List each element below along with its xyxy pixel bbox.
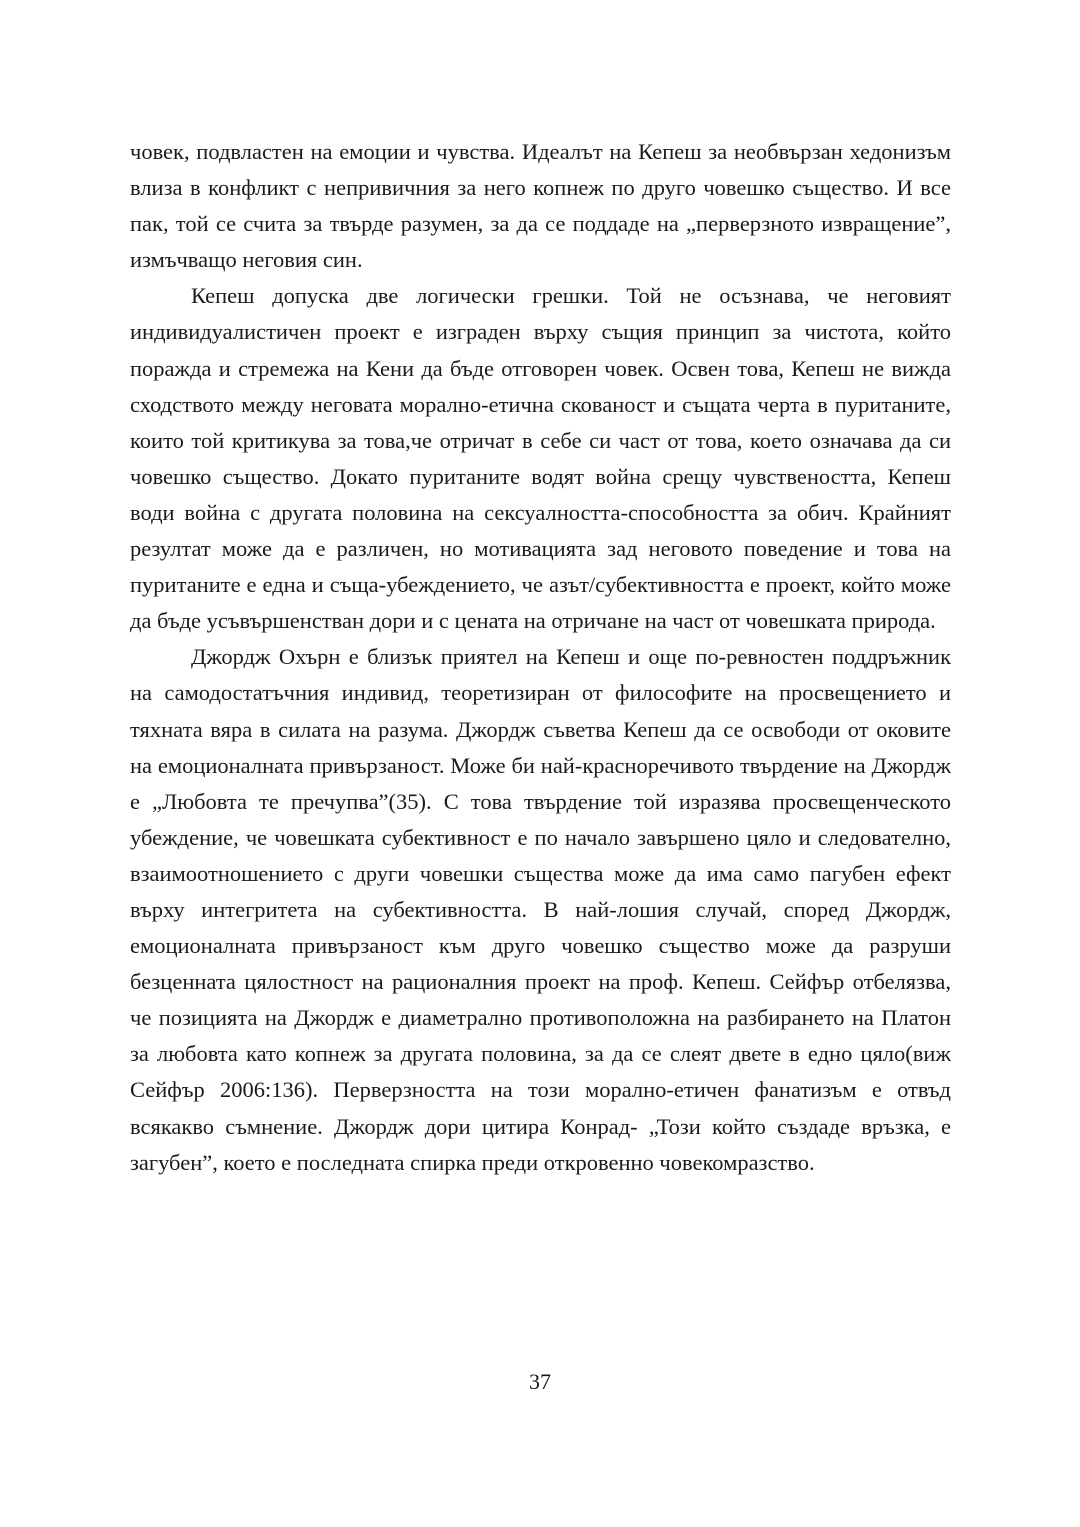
page-number: 37: [529, 1369, 551, 1394]
paragraph-1: човек, подвластен на емоции и чувства. Идеалът на Кепеш за необвързан хедонизъм влиза в конфликт с непривичния за него копнеж по друго човешко същество. И все пак, той се счита за твърде разумен, за да се поддаде на „перверзното извращение”, измъчващо неговия син.: [130, 139, 951, 273]
paragraph-2: Кепеш допуска две логически грешки. Той не осъзнава, че неговият индивидуалистичен проект е изграден върху същия принцип за чистота, който поражда и стремежа на Кени да бъде отговорен човек. Освен това, Кепеш не вижда сходството между неговата морално-етична скованост и същата черта в пуританите, които той критикува за това,че отричат в себе си част от това, което означава да си човешко същество. Докато пуританите водят война срещу чувствеността, Кепеш води война с другата половина на сексуалността-способността за обич. Крайният резултат може да е различен, но мотивацията зад неговото поведение и това на пуританите е една и съща-убеждението, че азът/субективността е проект, който може да бъде усъвършенстван дори и с цената на отричане на част от човешката природа.: [130, 283, 951, 634]
paragraph-3: Джордж Охърн е близък приятел на Кепеш и още по-ревностен поддръжник на самодостатъчния индивид, теоретизиран от философите на просвещението и тяхната вяра в силата на разума. Джордж съветва Кепеш да се освободи от оковите на емоционалната привързаност. Може би най-красноречивото твърдение на Джордж е „Любовта те пречупва”(35). С това твърдение той изразява просвещенческото убеждение, че човешката субективност е по начало завършено цяло и следователно, взаимоотношението с други човешки същества може да има само пагубен ефект върху интегритета на субективността. В най-лошия случай, според Джордж, емоционалната привързаност към друго човешко същество може да разруши безценната цялостност на рационалния проект на проф. Кепеш. Сейфър отбелязва, че позицията на Джордж е диаметрално противоположна на разбирането на Платон за любовта като копнеж за другата половина, за да се слеят двете в едно цяло(виж Сейфър 2006:136). Перверзността на този морално-етичен фанатизъм е отвъд всякакво съмнение. Джордж дори цитира Конрад- „Този който създаде връзка, е загубен”, което е последната спирка преди откровенно човекомразство.: [130, 644, 951, 1175]
body-text: [130, 134, 951, 1181]
